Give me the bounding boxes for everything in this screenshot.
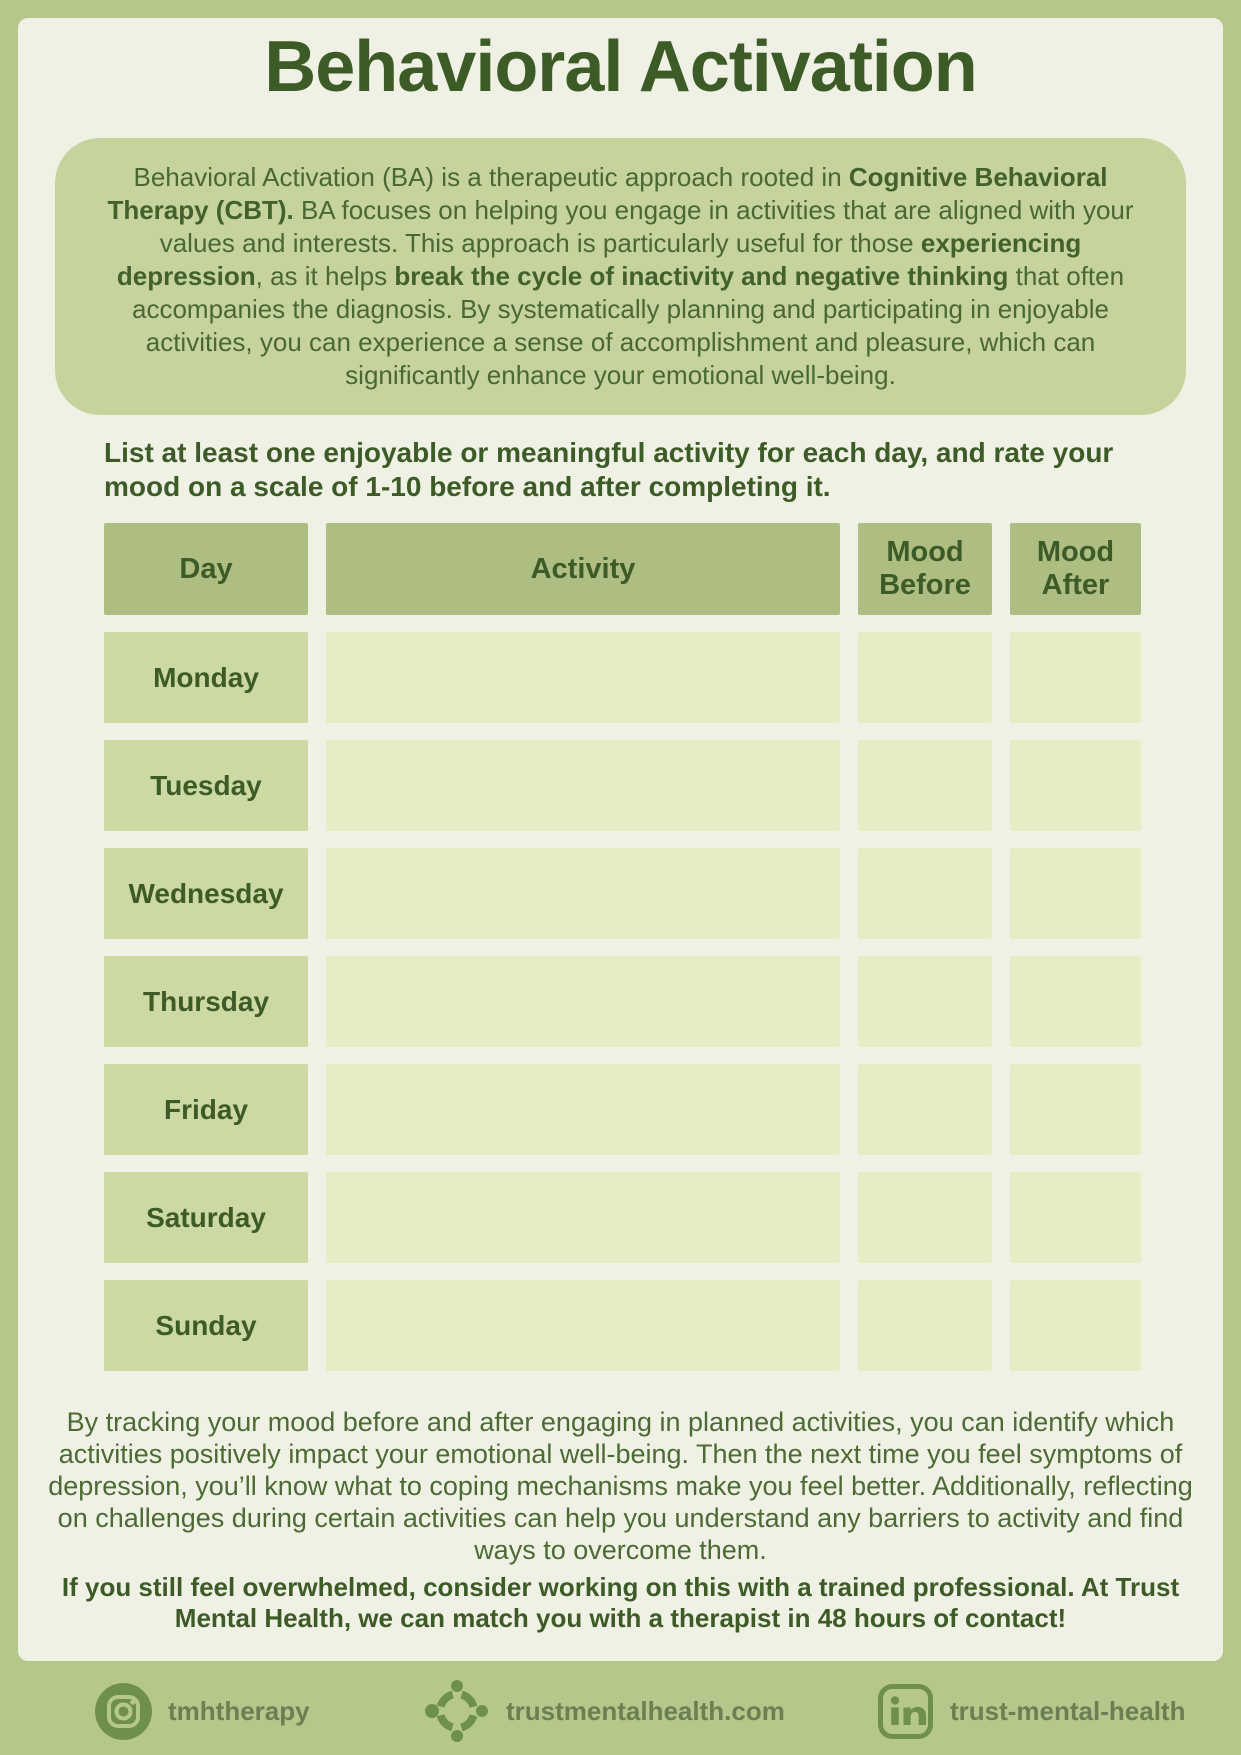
activity-input-saturday[interactable] <box>326 1172 840 1263</box>
linkedin-handle: trust-mental-health <box>950 1695 1186 1726</box>
mood-after-input-wednesday[interactable] <box>1010 848 1141 939</box>
activity-input-thursday[interactable] <box>326 956 840 1047</box>
mood-after-input-friday[interactable] <box>1010 1064 1141 1155</box>
intro-bold-text: break the cycle of inactivity and negative thinking <box>394 261 1009 291</box>
activity-input-sunday[interactable] <box>326 1280 840 1371</box>
activity-input-tuesday[interactable] <box>326 740 840 831</box>
instruction-text: List at least one enjoyable or meaningful activity for each day, and rate your mood on a scale of 1-10 before and after completing it. <box>104 437 1114 502</box>
day-label-tuesday: Tuesday <box>104 740 308 831</box>
col-header-day: Day <box>104 523 308 615</box>
cta-text: If you still feel overwhelmed, consider working on this with a trained professional. At Trust Mental Health, we can match you with a therapist in 48 hours of contact! <box>61 1572 1180 1633</box>
intro-box <box>55 138 1186 415</box>
instagram-handle: tmhtherapy <box>168 1695 310 1726</box>
day-label-thursday: Thursday <box>104 956 308 1047</box>
intro-text: Behavioral Activation (BA) is a therapeutic approach rooted in <box>133 162 849 192</box>
footer-item-instagram[interactable] <box>95 1678 310 1744</box>
website-url: trustmentalhealth.com <box>506 1695 785 1726</box>
mood-before-input-tuesday[interactable] <box>858 740 992 831</box>
intro-text: , as it helps <box>255 261 395 291</box>
footer-item-linkedin[interactable] <box>877 1678 1185 1744</box>
col-header-mood-after: Mood After <box>1010 523 1141 615</box>
mood-before-input-saturday[interactable] <box>858 1172 992 1263</box>
mood-after-input-sunday[interactable] <box>1010 1280 1141 1371</box>
mood-before-input-monday[interactable] <box>858 632 992 723</box>
linkedin-icon <box>877 1683 934 1740</box>
activity-table <box>104 523 1141 1371</box>
day-label-friday: Friday <box>104 1064 308 1155</box>
col-header-mood-before: Mood Before <box>858 523 992 615</box>
mood-after-input-tuesday[interactable] <box>1010 740 1141 831</box>
mood-before-input-friday[interactable] <box>858 1064 992 1155</box>
day-label-saturday: Saturday <box>104 1172 308 1263</box>
page-title: Behavioral Activation <box>264 27 977 107</box>
day-label-monday: Monday <box>104 632 308 723</box>
activity-input-wednesday[interactable] <box>326 848 840 939</box>
day-label-wednesday: Wednesday <box>104 848 308 939</box>
activity-input-friday[interactable] <box>326 1064 840 1155</box>
intro-bold-text: Cognitive Behavioral Therapy (CBT). <box>107 162 1108 225</box>
footer-item-website[interactable] <box>424 1678 785 1744</box>
intro-text: that often accompanies the diagnosis. By systematically planning and participating in enjoyable activities, you can experience a sense of accomplishment and pleasure, which can significantly enhance your emotional well-being. <box>131 261 1125 390</box>
tmh-community-logo-icon <box>424 1678 490 1744</box>
mood-before-input-sunday[interactable] <box>858 1280 992 1371</box>
instagram-icon <box>95 1683 152 1740</box>
mood-after-input-thursday[interactable] <box>1010 956 1141 1047</box>
intro-text: BA focuses on helping you engage in activities that are aligned with your values and interests. This approach is particularly useful for those <box>159 195 1134 258</box>
outro-paragraph: By tracking your mood before and after engaging in planned activities, you can identify which activities positively impact your emotional well-being. Then the next time you feel symptoms of depression, you’ll know what to coping mechanisms make you feel better. Additionally, reflecting on challenges during certain activities can help you understand any barriers to activity and find ways to overcome them. <box>48 1407 1193 1565</box>
mood-after-input-monday[interactable] <box>1010 632 1141 723</box>
col-header-activity: Activity <box>326 523 840 615</box>
mood-before-input-thursday[interactable] <box>858 956 992 1047</box>
mood-after-input-saturday[interactable] <box>1010 1172 1141 1263</box>
mood-before-input-wednesday[interactable] <box>858 848 992 939</box>
activity-input-monday[interactable] <box>326 632 840 723</box>
day-label-sunday: Sunday <box>104 1280 308 1371</box>
intro-bold-text: experiencing depression <box>116 228 1082 291</box>
